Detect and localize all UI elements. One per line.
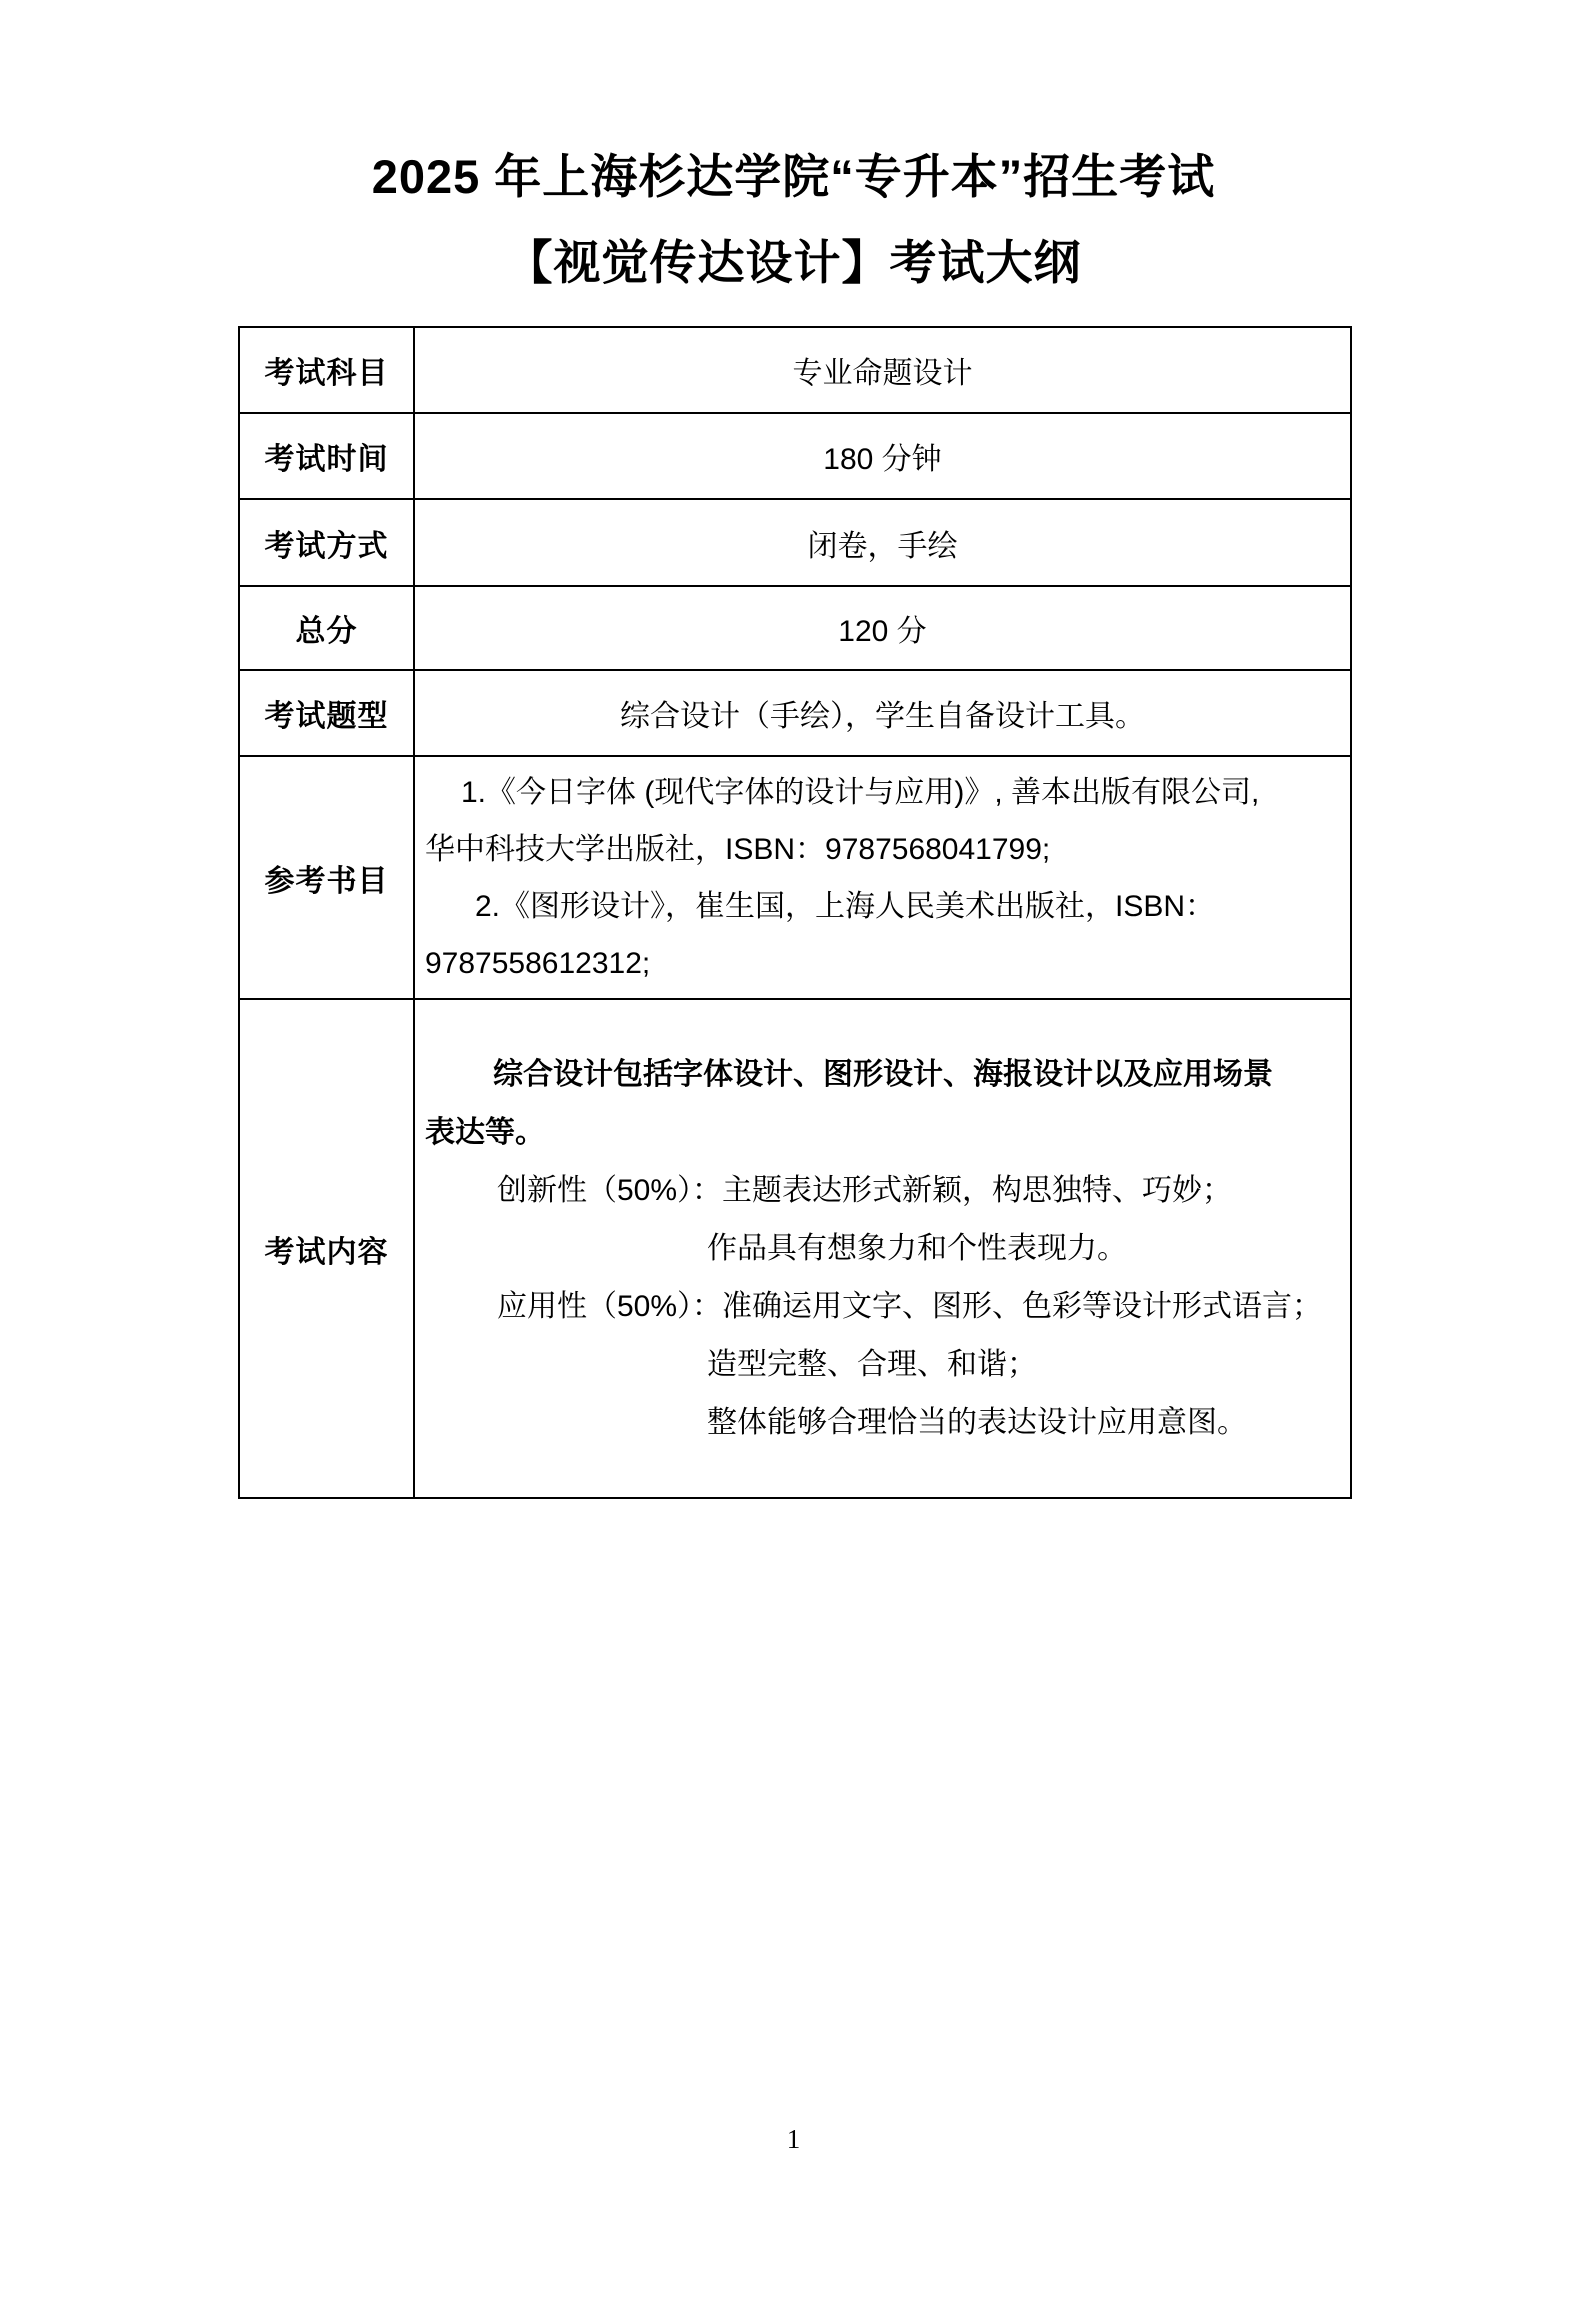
row-value-exam-format: 闭卷，手绘: [414, 499, 1351, 586]
row-label-exam-format: 考试方式: [239, 499, 414, 586]
row-value-total-score: 120 分: [414, 586, 1351, 670]
table-row-exam-duration: [239, 413, 1351, 499]
table-row-total-score: [239, 586, 1351, 670]
row-value-exam-content: [414, 999, 1351, 1498]
reference-book-line: 9787558612312;: [425, 946, 651, 980]
document-title-line1: 2025 年上海杉达学院“专升本”招生考试: [371, 150, 1216, 203]
exam-content-line: 作品具有想象力和个性表现力。: [707, 1231, 1127, 1265]
table-row-exam-format: [239, 499, 1351, 586]
table-row-exam-subject: [239, 327, 1351, 413]
row-label-exam-duration: 考试时间: [239, 413, 414, 499]
row-label-question-type: 考试题型: [239, 670, 414, 756]
table-row-question-type: [239, 670, 1351, 756]
exam-content-line: 应用性（50%）：准确运用文字、图形、色彩等设计形式语言；: [497, 1289, 1323, 1323]
row-value-reference-books: [414, 756, 1351, 999]
exam-content-line: 整体能够合理恰当的表达设计应用意图。: [707, 1405, 1247, 1439]
document-title-line2: 【视觉传达设计】考试大纲: [505, 236, 1082, 289]
row-label-reference-books: 参考书目: [239, 756, 414, 999]
row-value-exam-duration: 180 分钟: [414, 413, 1351, 499]
page-number: 1: [786, 2124, 801, 2154]
table-row-exam-content: [239, 999, 1351, 1498]
reference-book-line: 2.《图形设计》，崔生国，上海人民美术出版社，ISBN：: [475, 889, 1216, 923]
exam-content-line: 综合设计包括字体设计、图形设计、海报设计以及应用场景: [493, 1057, 1273, 1091]
reference-book-line: 1.《今日字体 (现代字体的设计与应用)》, 善本出版有限公司,: [461, 775, 1260, 809]
exam-outline-table: [238, 326, 1352, 1499]
row-label-total-score: 总分: [239, 586, 414, 670]
row-value-exam-subject: 专业命题设计: [414, 327, 1351, 413]
exam-content-line: 创新性（50%）：主题表达形式新颖，构思独特、巧妙；: [497, 1173, 1233, 1207]
exam-content-line: 造型完整、合理、和谐；: [707, 1347, 1037, 1381]
row-label-exam-content: 考试内容: [239, 999, 414, 1498]
row-value-question-type: 综合设计（手绘），学生自备设计工具。: [414, 670, 1351, 756]
exam-content-line: 表达等。: [425, 1115, 545, 1149]
row-label-exam-subject: 考试科目: [239, 327, 414, 413]
reference-book-line: 华中科技大学出版社，ISBN：9787568041799;: [425, 832, 1051, 866]
table-row-reference-books: [239, 756, 1351, 999]
